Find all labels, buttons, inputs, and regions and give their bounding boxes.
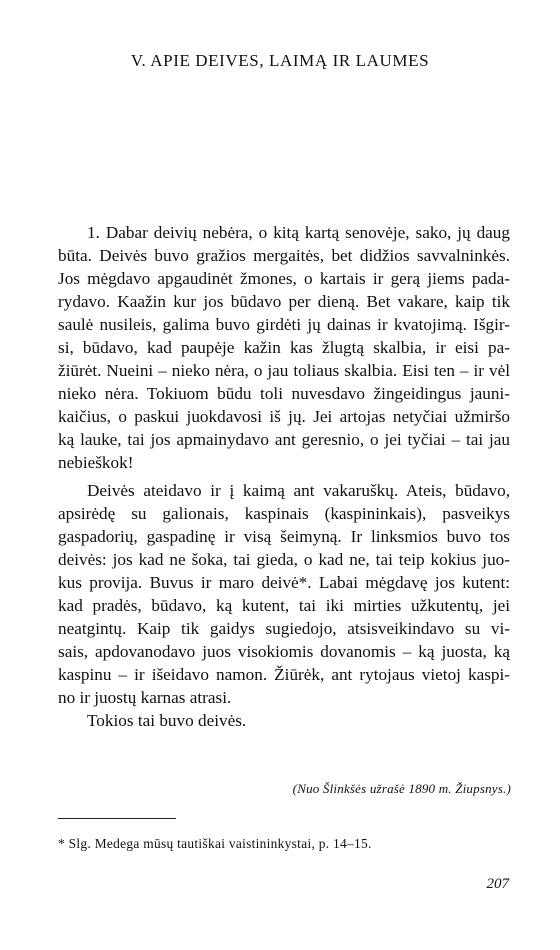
footnote: * Slg. Medega mūsų tautiškai vaistininkystai, p. 14–15. [58, 836, 372, 851]
text-line: būta. Deivės buvo gražios mergaitės, bet didžios savvalninkės. [58, 246, 510, 265]
text-line: Deivės ateidavo ir į kaimą ant vakaruškų. Ateis, būdavo, [87, 481, 510, 500]
text-line: Jos mėgdavo apgaudinėt žmones, o kartais ir gerą jiems pada- [58, 269, 510, 288]
text-line: kaičius, o paskui juokdavosi iš jų. Jei artojas netyčiai užmiršo [58, 407, 510, 426]
text-line: 1. Dabar deivių nebėra, o kitą kartą senovėje, sako, jų daug [87, 223, 510, 242]
text-line: sais, apdovanodavo juos visokiomis dovanomis – ką juosta, ką [58, 642, 510, 661]
text-line: rydavo. Kaažin kur jos būdavo per dieną. Bet vakare, kaip tik [58, 292, 510, 311]
text-line: žiūrėt. Nueini – nieko nėra, o jau toliaus skalbia. Eisi ten – ir vėl [58, 361, 510, 380]
text-line: deivės: jos kad ne šoka, tai gieda, o kad ne, tai teip kokius juo- [58, 550, 510, 569]
text-line: Tokios tai buvo deivės. [87, 711, 247, 730]
text-line: no ir juostų karnas atrasi. [58, 688, 232, 707]
chapter-heading: V. APIE DEIVES, LAIMĄ IR LAUMES [130, 51, 430, 70]
text-line: si, būdavo, kad paupėje kažin kas žlugtą skalbia, ir eisi pa- [58, 338, 510, 357]
footnote-divider [58, 818, 176, 819]
text-line: nieko nėra. Tokiuom būdu toli nuvesdavo žingeidingus jauni- [58, 384, 510, 403]
story-text [58, 221, 510, 732]
text-line: gaspadorių, gaspadinę ir visą šeimyną. Ir linksmios buvo tos [58, 527, 510, 546]
text-line: kaspinu – ir išeidavo namon. Žiūrėk, ant rytojaus vietoj kaspi- [58, 665, 510, 684]
paragraph-3 [58, 709, 510, 732]
text-line: kad pradės, būdavo, ką kutent, tai iki mirties užkutentų, jei [58, 596, 510, 615]
page-number: 207 [486, 876, 509, 892]
text-line: apsirėdę su galionais, kaspinais (kaspininkais), pasveikys [58, 504, 510, 523]
source-attribution: (Nuo Šlinkšės užrašė 1890 m. Žiupsnys.) [292, 781, 511, 796]
text-line: kus provija. Buvus ir maro deivė*. Labai mėgdavę jos kutent: [58, 573, 510, 592]
text-line: neatgintų. Kaip tik gaidys sugiedojo, atsisveikindavo su vi- [58, 619, 510, 638]
text-line: ką lauke, tai jos apmainydavo ant geresnio, o jei tyčiai – tai jau [58, 430, 510, 449]
paragraph-1 [58, 221, 510, 474]
text-line: saulė nusileis, galima buvo girdėti jų dainas ir kvatojimą. Išgir- [58, 315, 510, 334]
paragraph-2 [58, 479, 510, 709]
text-line: nebieškok! [58, 453, 134, 472]
